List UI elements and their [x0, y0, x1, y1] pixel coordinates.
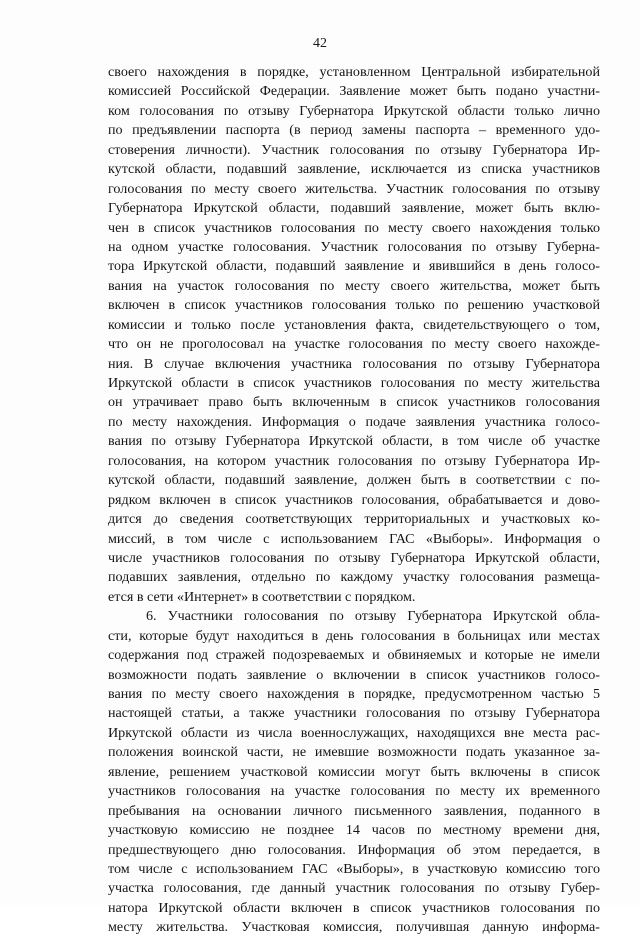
- text-line: по предъявлении паспорта (в период замены паспорта – временного удо-: [108, 122, 600, 139]
- text-line: по месту нахождения. Информация о подаче заявления участника голосо-: [108, 413, 600, 430]
- text-line: ется в сети «Интернет» в соответствии с порядком.: [108, 588, 416, 605]
- text-line: содержания под стражей подозреваемых и обвиняемых и которые не имели: [108, 647, 600, 664]
- text-line: дится до сведения соответствующих территориальных и участковых ко-: [108, 511, 600, 528]
- text-line: включен в список участников голосования только по решению участковой: [108, 297, 600, 314]
- text-line: 6. Участники голосования по отзыву Губернатора Иркутской обла-: [146, 608, 600, 625]
- text-line: кутской области, подавший заявление, должен быть в соответствии с по-: [108, 472, 600, 489]
- text-line: вания по отзыву Губернатора Иркутской области, в том числе об участке: [108, 433, 600, 450]
- text-line: комиссии и только после установления факта, свидетельствующего о том,: [108, 316, 600, 333]
- text-line: участковую комиссию не позднее 14 часов по местному времени дня,: [108, 822, 600, 839]
- text-line: миссий, в том числе с использованием ГАС «Выборы». Информация о: [108, 530, 600, 547]
- text-line: голосования по месту своего жительства. Участник голосования по отзыву: [108, 180, 600, 197]
- text-line: стоверения личности). Участник голосования по отзыву Губернатора Ир-: [108, 141, 600, 158]
- text-line: комиссией Российской Федерации. Заявление может быть подано участни-: [108, 83, 600, 100]
- text-line: сти, которые будут находиться в день голосования в больницах или местах: [108, 627, 600, 644]
- text-line: голосования, на котором участник голосования по отзыву Губернатора Ир-: [108, 452, 600, 469]
- text-line: ком голосования по отзыву Губернатора Иркутской области только лично: [108, 102, 600, 119]
- text-line: рядком включен в список участников голосования, обрабатывается и дово-: [108, 491, 600, 508]
- text-line: кутской области, подавший заявление, исключается из списка участников: [108, 161, 600, 178]
- text-line: чен в список участников голосования по месту своего нахождения только: [108, 219, 600, 236]
- text-line: числе участников голосования по отзыву Губернатора Иркутской области,: [108, 549, 600, 566]
- text-line: он утрачивает право быть включенным в список участников голосования: [108, 394, 600, 411]
- text-line: том числе с использованием ГАС «Выборы», в участковую комиссию того: [108, 860, 600, 877]
- text-line: положения воинской части, не имевшие возможности подать указанное за-: [108, 744, 600, 761]
- text-line: на одном участке голосования. Участник голосования по отзыву Губерна-: [108, 238, 600, 255]
- text-line: своего нахождения в порядке, установленном Центральной избирательной: [108, 64, 600, 80]
- text-line: месту жительства. Участковая комиссия, получившая данную информа-: [108, 919, 600, 936]
- text-line: натора Иркутской области включен в список участников голосования по: [108, 899, 600, 916]
- text-line: подавших заявления, отдельно по каждому участку голосования размеща-: [108, 569, 600, 586]
- text-line: ния. В случае включения участника голосования по отзыву Губернатора: [108, 355, 600, 372]
- text-line: вания на участок голосования по месту своего жительства, может быть: [108, 277, 600, 294]
- text-line: возможности подать заявление о включении в список участников голосо-: [108, 666, 600, 683]
- page-number: 42: [313, 36, 327, 51]
- text-line: участников голосования на участке голосования по месту их временного: [108, 783, 600, 800]
- text-line: явление, решением участковой комиссии могут быть включены в список: [108, 763, 600, 780]
- text-line: вания по месту своего нахождения в порядке, предусмотренном частью 5: [108, 686, 600, 702]
- text-line: предшествующего дню голосования. Информация об этом передается, в: [108, 841, 600, 858]
- text-line: настоящей статьи, а также участники голосования по отзыву Губернатора: [108, 705, 600, 722]
- text-line: тора Иркутской области, подавший заявление и явившийся в день голосо-: [108, 258, 600, 275]
- text-line: что он не проголосовал на участке голосования по месту своего нахожде-: [108, 336, 600, 353]
- text-line: пребывания на основании личного письменного заявления, поданного в: [108, 802, 600, 819]
- text-line: Иркутской области в список участников голосования по месту жительства: [108, 375, 600, 391]
- body-text: [108, 63, 600, 938]
- text-line: участка голосования, где данный участник голосования по отзыву Губер-: [108, 880, 600, 897]
- text-line: Иркутской области из числа военнослужащих, находящихся вне места рас-: [108, 724, 600, 741]
- text-line: Губернатора Иркутской области, подавший заявление, может быть вклю-: [108, 200, 600, 217]
